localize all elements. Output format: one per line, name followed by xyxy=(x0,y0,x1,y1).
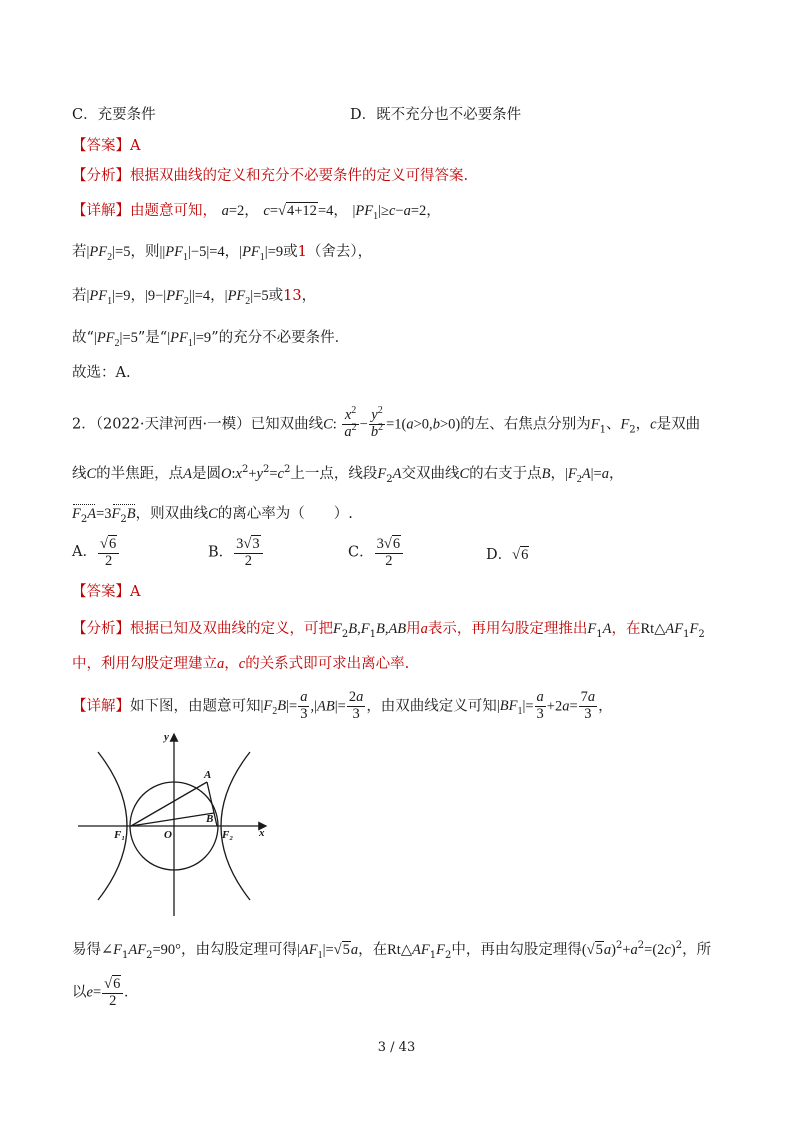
detail-row-3: 若$|PF_1|=9$，$|9-|PF_2||=4$，$|PF_2|=5$或13， xyxy=(72,288,317,307)
q2-detail-line-1: 【详解】如下图，由题意可知$|F_2B|=$ $\frac{a}{3}$ ,|AB|= $\frac{2a}{3}$ ，由双曲线定义可知$|BF_1|=$ $\frac{a}{3}$ +2a= $\frac{7a}{3}$ ， xyxy=(72,689,613,722)
analysis-row xyxy=(72,164,468,185)
label-o: O xyxy=(164,829,172,841)
answer-tag: 【答案】 xyxy=(72,138,130,154)
detail-row-1: 【详解】由题意可知， a=2， c=√4+12=4， $|PF_1|\ge c-a=2$， xyxy=(72,203,441,222)
q2-source: （2022·天津河西·一模） xyxy=(95,416,251,433)
detail-row-2: 若$|PF_2|=5$，则$||PF_1|-5|=4$，$|PF_1|=9$或1（舍去）， xyxy=(72,244,373,263)
option-d: D．既不充分也不必要条件 xyxy=(350,107,522,123)
detail-tag: 【详解】 xyxy=(72,203,130,219)
analysis-text: 根据双曲线的定义和充分不必要条件的定义可得答案. xyxy=(130,168,469,184)
label-f2: F₂ xyxy=(222,829,234,841)
analysis-tag: 【分析】 xyxy=(72,168,130,184)
label-x: x xyxy=(259,827,265,839)
answer-row xyxy=(72,134,140,155)
option-c: C．充要条件 xyxy=(72,107,156,123)
hyperbola-circle-figure xyxy=(76,730,276,920)
label-b: B xyxy=(206,813,214,825)
q2-option-d: D．√6 xyxy=(486,547,529,563)
q2-option-c: C． $\frac{3√6}{2}$ xyxy=(348,535,404,570)
q2-options xyxy=(72,535,529,570)
q2-detail-line-3: 以e= $\frac{√6}{2}$ . xyxy=(72,976,128,1009)
q2-stem-line-1: 2．（2022·天津河西·一模）已知双曲线C: $\frac{x^2}{a^2}$ − $\frac{y^2}{b^2}$ =1(a>0,b>0)的左、右焦点分别为$F_1$、$F_2$，c是双曲 xyxy=(72,405,701,440)
q2-option-b: B． $\frac{3√3}{2}$ xyxy=(208,535,264,570)
q2-stem-line-3: $F_2A=3F_2B$，则双曲线C的离心率为（ ）. xyxy=(72,506,353,525)
detail-row-4: 故“$|PF_2|=5$”是“$|PF_1|=9$”的充分不必要条件． xyxy=(72,330,350,349)
choose-row: 故选：A. xyxy=(72,365,131,381)
q2-number: 2． xyxy=(72,416,96,433)
q2-analysis-line-2: 中，利用勾股定理建立a，c的关系式即可求出离心率. xyxy=(72,656,410,672)
q2-answer-row: 【答案】A xyxy=(72,584,141,600)
q2-analysis-line-1: 【分析】根据已知及双曲线的定义，可把$F_2B,F_1B,AB$用a表示，再用勾股定理推出$F_1A$，在$Rt\triangle AF_1F_2$ xyxy=(72,621,705,640)
label-a: A xyxy=(204,769,212,781)
q2-option-a: A． $\frac{√6}{2}$ xyxy=(72,544,120,560)
q2-stem-line-2: 线C的半焦距，点A是圆$O:x^2+y^2=c^2$上一点，线段$F_2A$交双曲线C的右支于点B，$|F_2A|=a$， xyxy=(72,464,624,485)
page-number: 3 / 43 xyxy=(377,1040,416,1055)
q2-detail-line-2: 易得$\angle F_1AF_2=90^\circ$，由勾股定理可得$|AF_1|=√5a$，在$Rt\triangle AF_1F_2$中，再由勾股定理得$(√5a)^2+a^2=(2c)^2$，所 xyxy=(72,940,712,961)
label-y: y xyxy=(164,731,169,743)
answer-value: A xyxy=(130,138,141,154)
label-f1: F₁ xyxy=(114,829,126,841)
